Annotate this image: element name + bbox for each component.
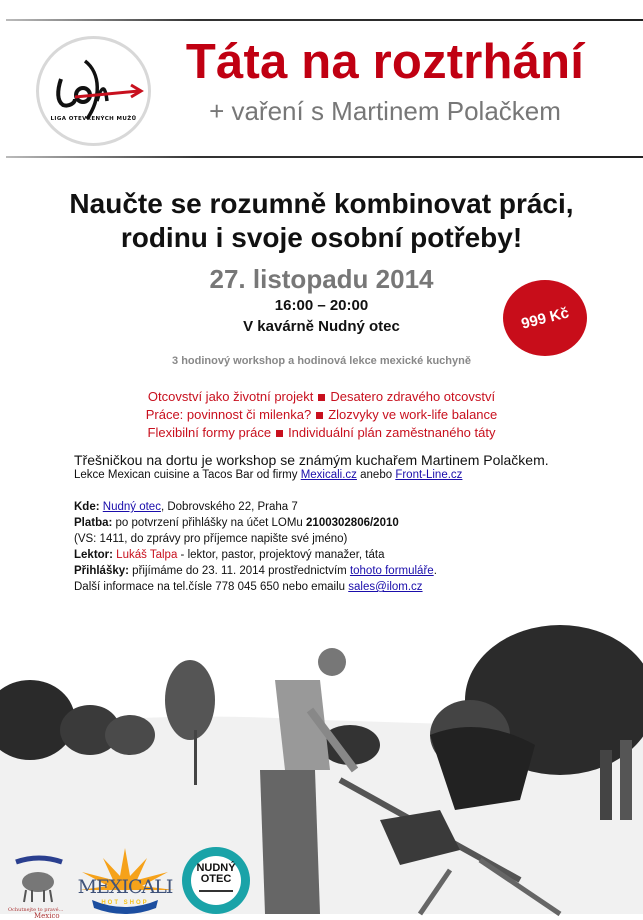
payment-row (74, 515, 437, 531)
payment-account: 2100302806/2010 (306, 517, 399, 529)
page-subtitle: + vaření s Martinem Polačkem (209, 96, 561, 126)
frontline-tagline: Ochutnejte to pravé... (8, 907, 64, 913)
payment-note: (VS: 1411, do zprávy pro příjemce napište své jméno) (74, 533, 348, 545)
topics-list (0, 388, 643, 442)
topic-row (0, 424, 643, 442)
bullet-square-icon (316, 412, 323, 419)
topic-row (0, 406, 643, 424)
topic-item: Práce: povinnost či milenka? (145, 407, 312, 422)
where-address: , Dobrovského 22, Praha 7 (160, 501, 298, 513)
cooking-lesson (74, 469, 462, 481)
bullet-square-icon (318, 394, 325, 401)
headline-line-2: rodinu i svoje osobní potřeby! (120, 222, 523, 253)
mexicali-tag: HOT SHOP (101, 900, 149, 906)
event-place: V kavárně Nudný otec (243, 318, 400, 335)
lom-logo-mark-icon (39, 39, 148, 143)
signup-form-link[interactable]: tohoto formuláře (349, 565, 434, 577)
cooking-intro: Třešničkou na dortu je workshop se známým kuchařem Martinem Polačkem. (74, 452, 549, 468)
payment-label: Platba: (74, 517, 113, 529)
event-date: 27. listopadu 2014 (209, 264, 434, 294)
mexicali-sponsor-logo (72, 846, 178, 914)
frontline-name: Mexico (34, 912, 60, 920)
lector-row (74, 547, 437, 563)
payment-text: po potvrzení přihlášky na účet LOMu (112, 517, 307, 529)
foosball-icon (199, 890, 233, 892)
lector-label: Lektor: (74, 549, 113, 561)
header-bottom-rule (6, 156, 643, 158)
topic-item: Otcovství jako životní projekt (147, 389, 314, 404)
venue-link[interactable]: Nudný otec (102, 501, 161, 513)
lesson-text: anebo (356, 469, 396, 481)
where-label: Kde: (74, 501, 100, 513)
frontline-sponsor-logo (8, 856, 70, 920)
signup-label: Přihlášky: (74, 565, 129, 577)
topic-item: Flexibilní formy práce (147, 425, 272, 440)
where-row (74, 499, 437, 515)
price-label: 999 Kč (519, 303, 571, 333)
mexicali-link[interactable]: Mexicali.cz (300, 469, 357, 481)
lesson-text: Lekce Mexican cuisine a Tacos Bar od firmy (74, 469, 301, 481)
contact-row (74, 579, 437, 595)
event-headline (0, 187, 643, 255)
mexicali-name: MEXICALI (77, 876, 173, 898)
headline-line-1: Naučte se rozumně kombinovat práci, (69, 188, 574, 219)
topic-item: Zlozvyky ve work-life balance (328, 407, 498, 422)
event-details (74, 499, 437, 595)
lector-description: - lektor, pastor, projektový manažer, táta (177, 549, 385, 561)
price-badge (503, 280, 587, 356)
header-top-rule (6, 19, 643, 21)
signup-text: přijímáme do 23. 11. 2014 prostřednictvím (128, 565, 350, 577)
lom-logo (36, 36, 151, 146)
lector-name: Lukáš Talpa (112, 549, 178, 561)
nudny-line1: NUDNÝ (196, 862, 236, 874)
event-summary: 3 hodinový workshop a hodinová lekce mexické kuchyně (172, 355, 471, 367)
page-title: Táta na roztrhání (185, 35, 585, 89)
event-time: 16:00 – 20:00 (274, 297, 369, 314)
logo-caption: LIGA OTEVŘENÝCH MUŽŮ (50, 116, 137, 122)
signup-end: . (433, 565, 437, 577)
topic-item: Individuální plán zaměstnaného táty (288, 425, 496, 440)
bull-icon (8, 856, 70, 902)
contact-text: Další informace na tel.čísle 778 045 650 nebo emailu (74, 581, 349, 593)
nudny-otec-sponsor-logo (182, 847, 250, 914)
topic-item: Desatero zdravého otcovství (330, 389, 496, 404)
nudny-line2: OTEC (200, 873, 232, 885)
bullet-square-icon (276, 430, 283, 437)
frontline-link[interactable]: Front-Line.cz (395, 469, 463, 481)
email-link[interactable]: sales@ilom.cz (348, 581, 423, 593)
topic-row (0, 388, 643, 406)
signup-row (74, 563, 437, 579)
